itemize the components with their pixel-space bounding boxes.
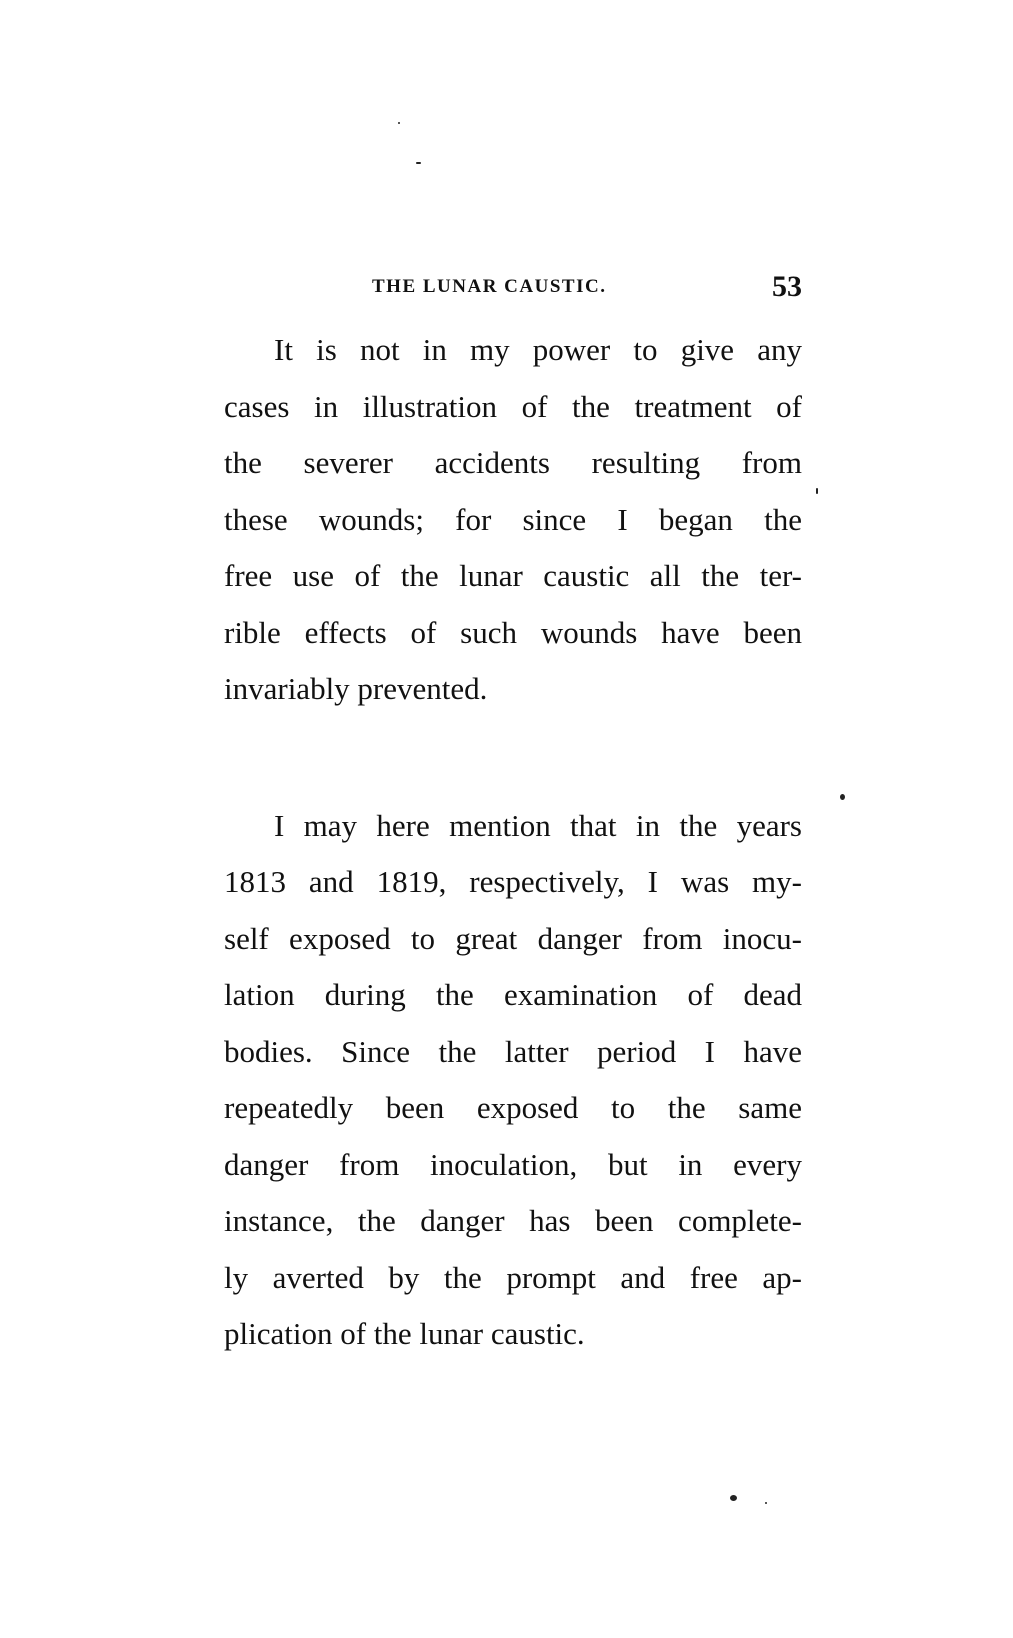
scan-speck bbox=[398, 122, 400, 124]
text-line: these wounds; for since I began the bbox=[224, 501, 802, 537]
text-line: instance, the danger has been complete- bbox=[224, 1203, 802, 1238]
paragraph bbox=[224, 322, 802, 718]
text-line: I may here mention that in the years bbox=[274, 807, 802, 843]
scan-speck bbox=[416, 162, 421, 164]
text-line: danger from inoculation, but in every bbox=[224, 1146, 802, 1182]
text-line: cases in illustration of the treatment of bbox=[224, 388, 802, 424]
paragraph-gap bbox=[224, 718, 802, 798]
text-line: repeatedly been exposed to the same bbox=[224, 1090, 802, 1125]
running-title: THE LUNAR CAUSTIC. bbox=[372, 276, 607, 297]
scan-speck bbox=[816, 488, 818, 494]
paragraph bbox=[224, 798, 802, 1363]
text-line: rible effects of such wounds have been bbox=[224, 614, 802, 650]
text-line: the severer accidents resulting from bbox=[224, 445, 802, 480]
text-line: lation during the examination of dead bbox=[224, 977, 802, 1012]
scan-speck bbox=[840, 794, 845, 800]
text-line: ly averted by the prompt and free ap- bbox=[224, 1259, 802, 1295]
text-line: invariably prevented. bbox=[224, 671, 488, 706]
text-line: It is not in my power to give any bbox=[274, 332, 802, 367]
text-line: free use of the lunar caustic all the ter- bbox=[224, 558, 802, 593]
text-line: self exposed to great danger from inocu- bbox=[224, 920, 802, 956]
text-line: plication of the lunar caustic. bbox=[224, 1316, 585, 1351]
page-header bbox=[224, 270, 802, 310]
scan-speck bbox=[730, 1495, 737, 1501]
scan-speck bbox=[765, 1502, 767, 1504]
page-number: 53 bbox=[772, 270, 802, 303]
text-line: 1813 and 1819, respectively, I was my- bbox=[224, 864, 802, 899]
body-text bbox=[224, 322, 802, 1363]
text-line: bodies. Since the latter period I have bbox=[224, 1033, 802, 1069]
